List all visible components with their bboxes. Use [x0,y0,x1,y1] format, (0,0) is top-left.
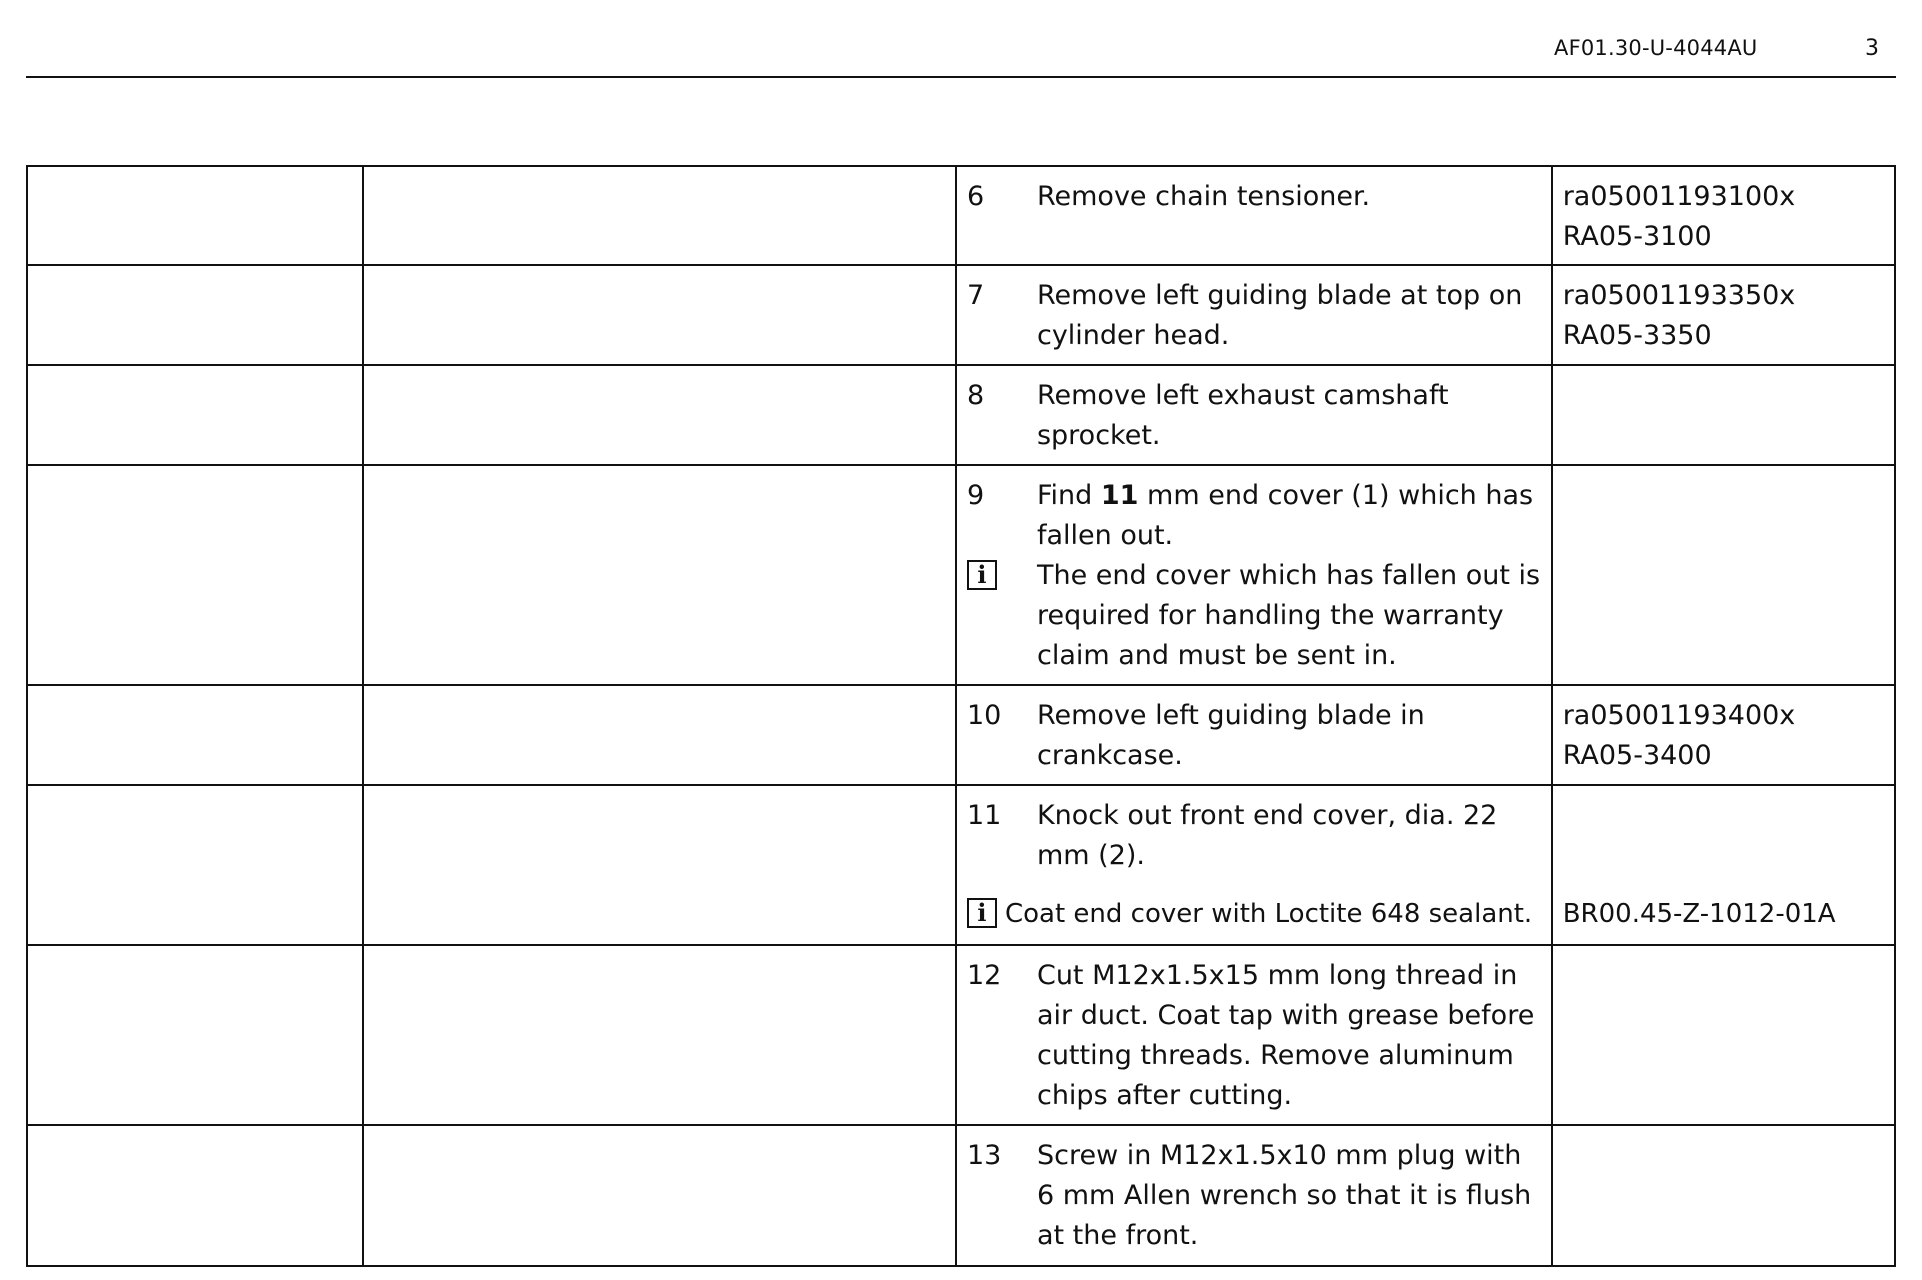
reference-cell [1553,167,1894,264]
empty-cell [28,686,364,784]
procedure-table [26,165,1896,1267]
page-number: 3 [1865,36,1879,61]
reference-code: RA05-3100 [1562,221,1712,252]
reference-cell [1553,946,1894,1124]
step-text: Screw in M12x1.5x10 mm plug with 6 mm Allen wrench so that it is flush at the front. [1036,1140,1532,1251]
step-cell [957,167,1553,264]
empty-cell [28,266,364,364]
table-row [28,786,1894,946]
step-number: 7 [966,280,985,311]
info-note: Coat end cover with Loctite 648 sealant. [1004,899,1533,929]
empty-cell [364,466,957,684]
step-cell [957,1126,1553,1265]
step-text-suffix: mm end cover (1) which has fallen out. [1036,480,1534,551]
header-rule [26,76,1896,78]
step-text: Remove left exhaust camshaft sprocket. [1036,380,1449,451]
empty-cell [364,1126,957,1265]
table-row [28,946,1894,1126]
empty-cell [28,786,364,944]
step-number: 8 [966,380,985,411]
reference-cell [1553,1126,1894,1265]
empty-cell [364,686,957,784]
reference-cell [1553,266,1894,364]
step-text: Remove left guiding blade in crankcase. [1036,700,1425,771]
step-text: Knock out front end cover, dia. 22 mm (2). [1036,800,1498,871]
step-text: Cut M12x1.5x15 mm long thread in air duct. Coat tap with grease before cutting threads. Remove aluminum chips after cutting. [1036,960,1535,1111]
step-number: 11 [966,800,1002,831]
step-number: 6 [966,181,985,212]
reference-cell [1553,786,1894,944]
info-note: The end cover which has fallen out is required for handling the warranty claim and must be sent in. [1036,560,1541,671]
step-text-bold: 11 [1100,480,1139,511]
step-cell [957,466,1553,684]
reference-code: RA05-3350 [1562,320,1712,351]
empty-cell [28,167,364,264]
empty-cell [364,167,957,264]
step-number: 10 [966,700,1002,731]
info-icon: i [967,560,997,590]
step-number: 12 [966,960,1002,991]
step-text [1037,476,1543,556]
info-icon: i [967,898,997,928]
empty-cell [28,466,364,684]
table-row [28,686,1894,786]
table-row [28,1126,1894,1265]
reference-image-id: ra05001193350x [1562,280,1796,311]
step-cell [957,946,1553,1124]
empty-cell [364,946,957,1124]
reference-image-id: ra05001193400x [1562,700,1796,731]
step-cell [957,786,1553,944]
step-cell [957,266,1553,364]
step-number: 9 [966,480,985,511]
reference-cell [1553,366,1894,464]
table-row [28,266,1894,366]
reference-image-id: ra05001193100x [1562,181,1796,212]
step-cell [957,366,1553,464]
empty-cell [28,946,364,1124]
empty-cell [364,786,957,944]
step-text: Remove left guiding blade at top on cylinder head. [1036,280,1523,351]
step-text-prefix: Find [1036,480,1101,511]
step-number: 13 [966,1140,1002,1171]
reference-cell [1553,466,1894,684]
reference-document-id: BR00.45-Z-1012-01A [1562,899,1836,929]
empty-cell [364,266,957,364]
reference-code: RA05-3400 [1562,740,1712,771]
empty-cell [28,1126,364,1265]
empty-cell [364,366,957,464]
step-cell [957,686,1553,784]
table-row [28,466,1894,686]
table-row [28,366,1894,466]
table-row [28,167,1894,266]
step-text: Remove chain tensioner. [1036,181,1371,212]
empty-cell [28,366,364,464]
reference-cell [1553,686,1894,784]
document-number: AF01.30-U-4044AU [1554,36,1758,60]
